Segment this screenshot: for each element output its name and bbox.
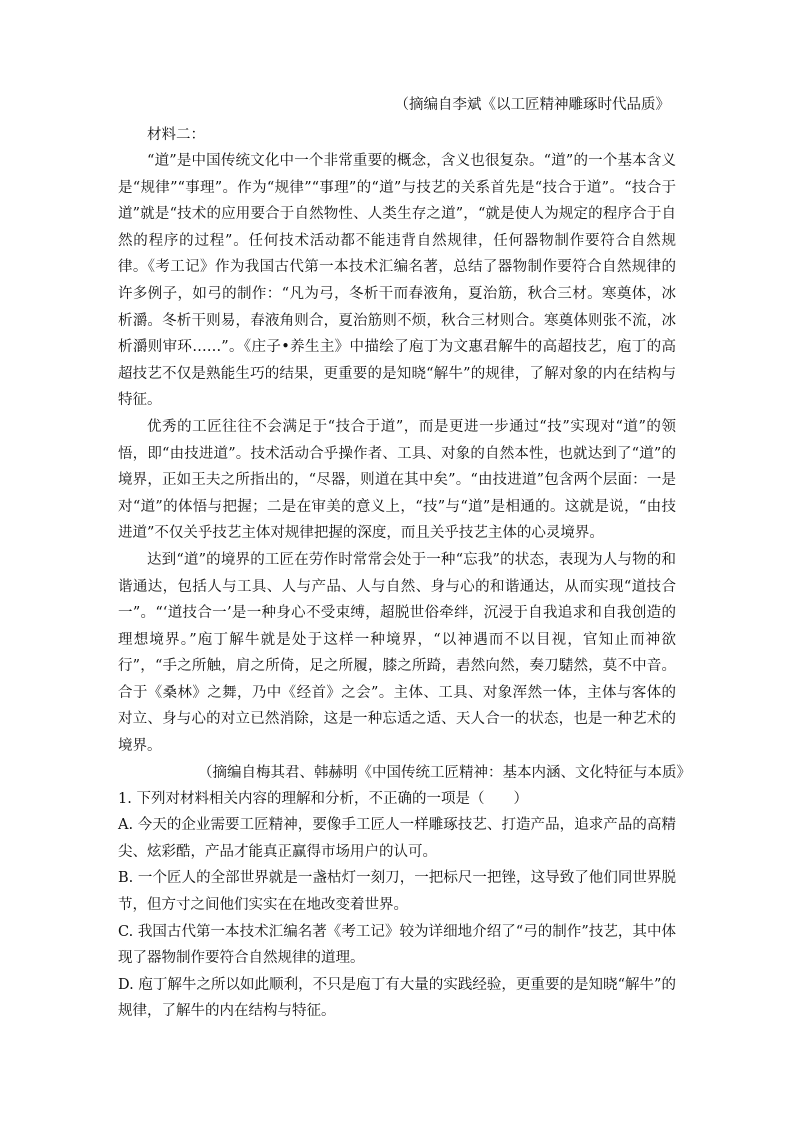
source-citation-2: （摘编自梅其君、韩赫明《中国传统工匠精神：基本内涵、文化特征与本质》 (198, 764, 691, 781)
option-b: B. 一个匠人的全部世界就是一盏枯灯一刻刀，一把标尺一把锉，这导致了他们同世界脱节，但方寸之间他们实实在在地改变着世界。 (118, 870, 676, 914)
paragraph-1: “道”是中国传统文化中一个非常重要的概念，含义也很复杂。“道”的一个基本含义是“规律”“事理”。作为“规律”“事理”的“道”与技艺的关系首先是“技合于道”。“技合于道”就是“技术的应用要合于自然物性、人类生存之道”，“就是使人为规定的程序合于自然的程序的过程”。任何技术活动都不能违背自然规律，任何器物制作要符合自然规律。《考工记》作为我国古代第一本技术汇编名著，总结了器物制作要符合自然规律的许多例子，如弓的制作：“凡为弓，冬析干而春液角，夏治筋，秋合三材。寒奠体，冰析灂。冬析干则易，春液角则合，夏治筋则不烦，秋合三材则合。寒奠体则张不流，冰析灂则审环……”。《庄子•养生主》中描绘了庖丁为文惠君解牛的高超技艺，庖丁的高超技艺不仅是熟能生巧的结果，更重要的是知晓“解牛”的规律，了解对象的内在结构与特征。 (118, 153, 676, 409)
material-2-heading: 材料二： (147, 127, 205, 143)
source-citation-1: （摘编自李斌《以工匠精神雕琢时代品质》 (394, 97, 670, 113)
paragraph-2: 优秀的工匠往往不会满足于“技合于道”，而是更进一步通过“技”实现对“道”的领悟，即“由技进道”。技术活动合乎操作者、工具、对象的自然本性，也就达到了“道”的境界，正如王夫之所指出的，“尽器，则道在其中矣”。“由技进道”包含两个层面：一是对“道”的体悟与把握；二是在审美的意义上，“技”与“道”是相通的。这就是说，“由技进道”不仅关乎技艺主体对规律把握的深度，而且关乎技艺主体的心灵境界。 (118, 418, 676, 542)
option-d: D. 庖丁解牛之所以如此顺利，不只是庖丁有大量的实践经验，更重要的是知晓“解牛”的规律，了解牛的内在结构与特征。 (118, 976, 676, 1020)
option-c: C. 我国古代第一本技术汇编名著《考工记》较为详细地介绍了“弓的制作”技艺，其中体现了器物制作要符合自然规律的道理。 (118, 923, 676, 967)
question-1: 1. 下列对材料相关内容的理解和分析，不正确的一项是（ ） (118, 790, 528, 807)
option-a: A. 今天的企业需要工匠精神，要像手工匠人一样雕琢技艺、打造产品，追求产品的高精尖、炫彩酷，产品才能真正赢得市场用户的认可。 (118, 817, 676, 860)
paragraph-3: 达到“道”的境界的工匠在劳作时常常会处于一种“忘我”的状态，表现为人与物的和谐通达，包括人与工具、人与产品、人与自然、身与心的和谐通达，从而实现“道技合一”。“‘道技合一’是一种身心不受束缚，超脱世俗牵绊，沉浸于自我追求和自我创造的理想境界。”庖丁解牛就是处于这样一种境界，“以神遇而不以目视，官知止而神欲行”，“手之所触，肩之所倚，足之所履，膝之所踦，砉然向然，奏刀騞然，莫不中音。合于《桑林》之舞，乃中《经首》之会”。主体、工具、对象浑然一体，主体与客体的对立、身与心的对立已然消除，这是一种忘适之适、天人合一的状态，也是一种艺术的境界。 (118, 551, 676, 755)
